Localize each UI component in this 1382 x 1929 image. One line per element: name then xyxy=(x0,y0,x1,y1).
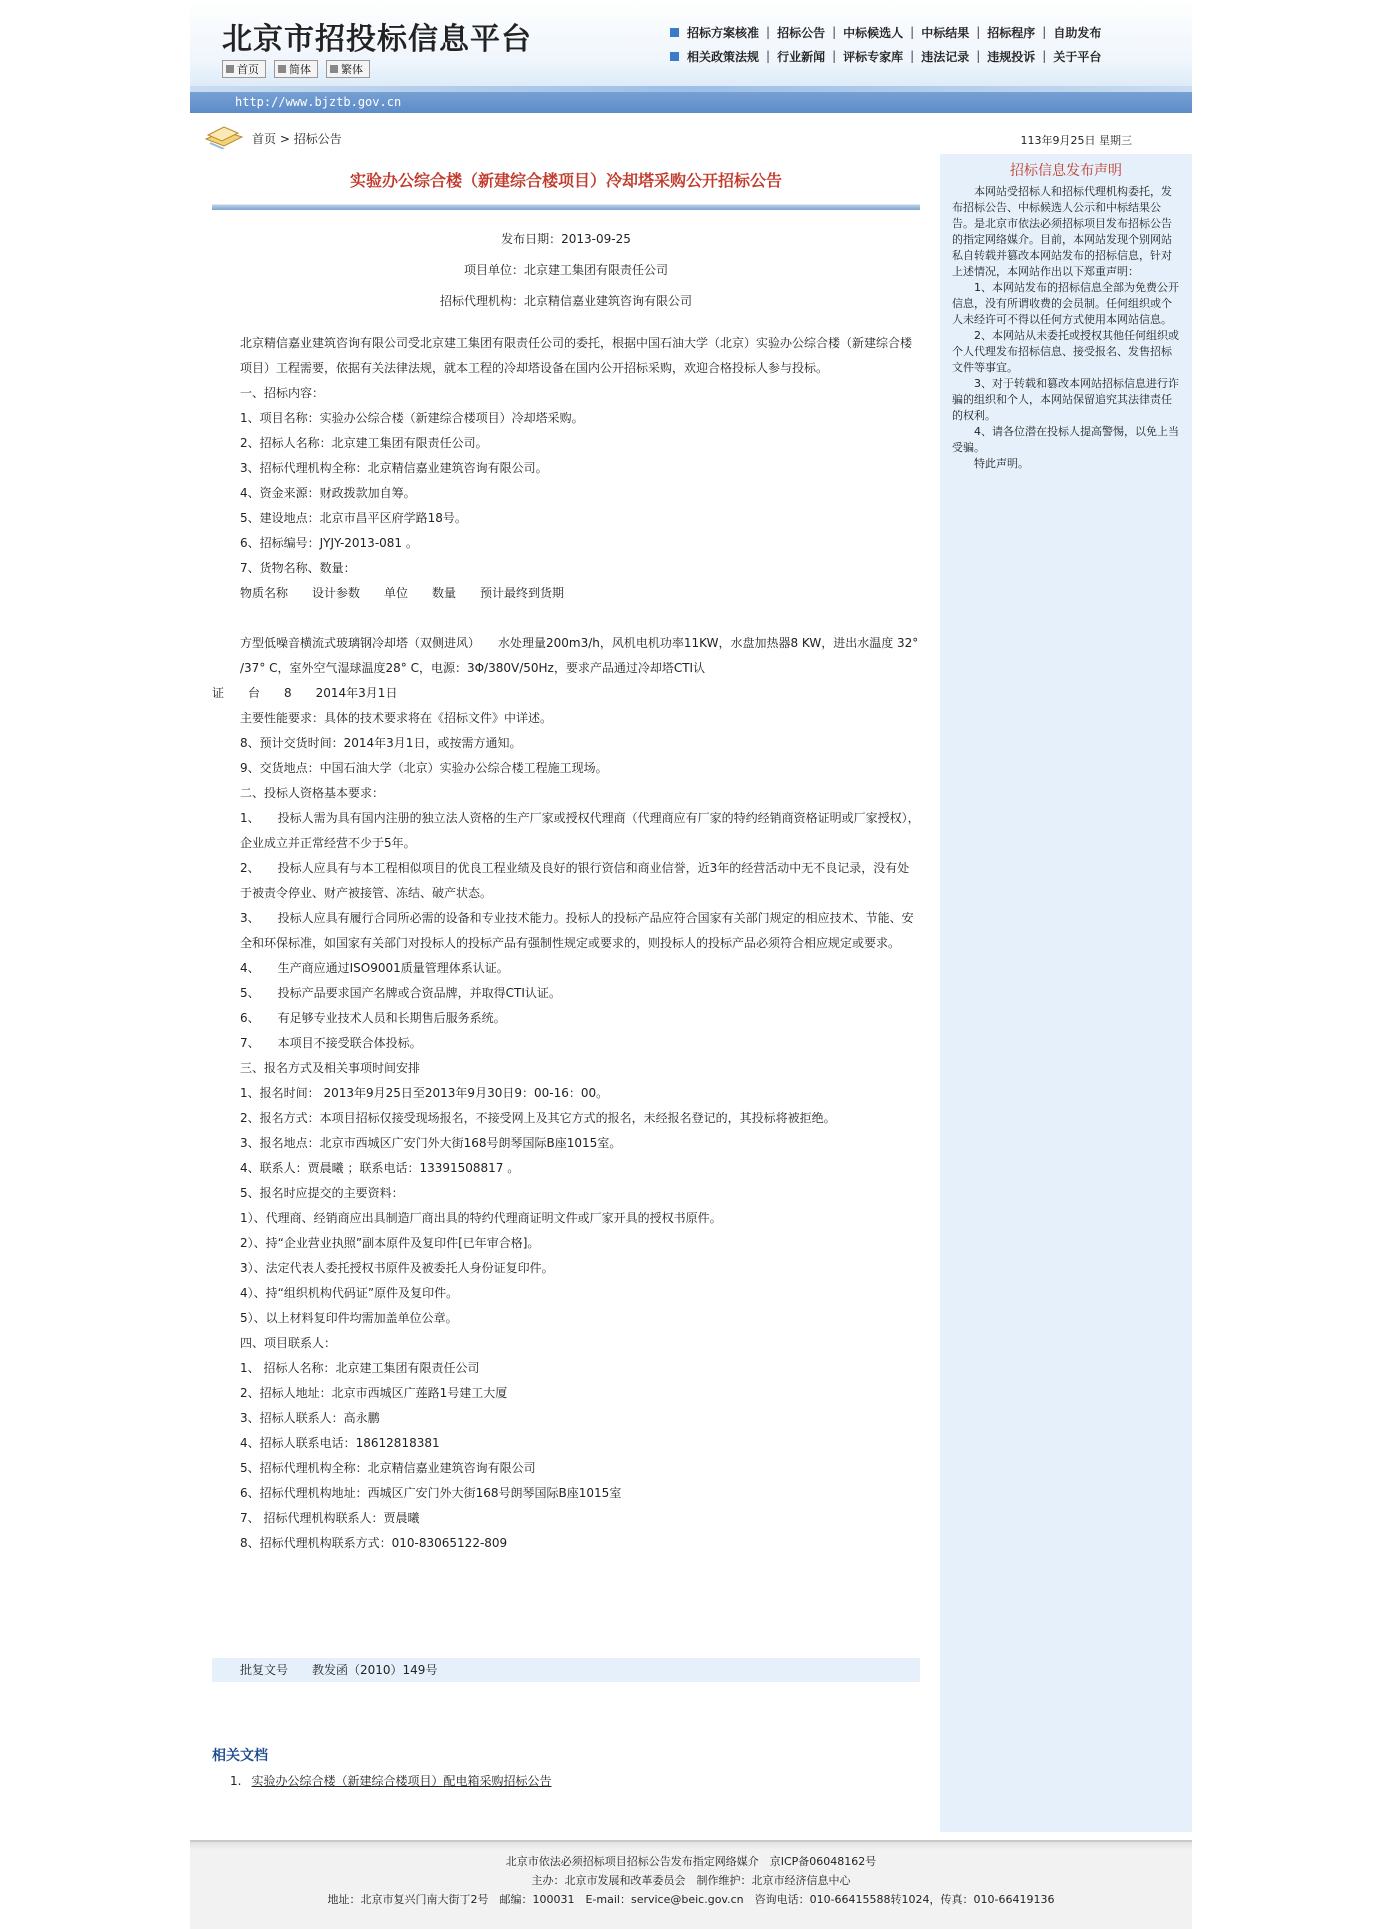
article-line: 7、 招标代理机构联系人：贾晨曦 xyxy=(240,1511,420,1525)
qual-line: 7、 本项目不接受联合体投标。 xyxy=(240,1036,422,1050)
article-line: 5、建设地点：北京市昌平区府学路18号。 xyxy=(240,511,467,525)
footer-line-3: 地址：北京市复兴门南大街丁2号 邮编：100031 E-mail：service@beic.gov.cn 咨询电话：010-66415588转1024，传真：010-66419136 xyxy=(327,1893,1055,1906)
side-panel-heading: 招标信息发布声明 xyxy=(1010,163,1122,179)
qual-line: 2、 投标人应具有与本工程相似项目的优良工程业绩及良好的银行资信和商业信誉，近3年的经营活动中无不良记录，没有处于被责令停业、财产被接管、冻结、破产状态。 xyxy=(240,861,910,900)
page-frame xyxy=(190,0,1192,1927)
current-date: 113年9月25日 星期三 xyxy=(1020,134,1132,147)
article-line: 4）、持“组织机构代码证”原件及复印件。 xyxy=(240,1286,459,1300)
nav-policies[interactable]: 相关政策法规 xyxy=(687,49,760,64)
simplified-icon xyxy=(278,65,286,73)
related-doc-number: 1. xyxy=(230,1774,242,1788)
footer-line-2: 主办：北京市发展和改革委员会 制作维护：北京市经济信息中心 xyxy=(531,1874,851,1887)
article-line: 主要性能要求：具体的技术要求将在《招标文件》中详述。 xyxy=(240,711,553,725)
side-panel xyxy=(940,154,1192,1832)
qual-line: 4、 生产商应通过ISO9001质量管理体系认证。 xyxy=(240,961,509,975)
url-banner xyxy=(190,86,1192,113)
article-line: 4、招标人联系电话：18612818381 xyxy=(240,1436,440,1450)
home-button[interactable]: 首页 xyxy=(222,60,266,78)
traditional-button[interactable]: 繁体 xyxy=(326,60,370,78)
nav-industry-news[interactable]: 行业新闻 xyxy=(777,49,826,64)
bullet-icon xyxy=(670,52,679,61)
article-line: 3、招标代理机构全称：北京精信嘉业建筑咨询有限公司。 xyxy=(240,461,548,475)
title-divider xyxy=(212,204,920,210)
statement-paragraph: 1、本网站发布的招标信息全部为免费公开信息，没有所谓收费的会员制。任何组织或个人未经许可不得以任何方式使用本网站信息。 xyxy=(952,281,1179,326)
nav-complaints[interactable]: 违规投诉 xyxy=(987,49,1036,64)
qual-line: 1、 投标人需为具有国内注册的独立法人资格的生产厂家或授权代理商（代理商应有厂家的特约经销商资格证明或厂家授权），企业成立并正常经营不少于5年。 xyxy=(240,811,920,850)
nav-bid-announcement[interactable]: 招标公告 xyxy=(777,25,826,40)
footer-line-1: 北京市依法必须招标项目招标公告发布指定网络媒介 京ICP备06048162号 xyxy=(505,1855,877,1868)
article-line: 5、报名时应提交的主要资料： xyxy=(240,1186,404,1200)
qual-line: 3、 投标人应具有履行合同所必需的设备和专业技术能力。投标人的投标产品应符合国家有关部门规定的相应技术、节能、安全和环保标准，如国家有关部门对投标人的投标产品有强制性规定或要求的，则投标人的投标产品必须符合相应规定或要求。 xyxy=(240,911,914,950)
statement-paragraph: 3、对于转载和篡改本网站招标信息进行诈骗的组织和个人，本网站保留追究其法律责任的权利。 xyxy=(952,377,1179,422)
goods-row-cont: 证 台 8 2014年3月1日 xyxy=(212,686,398,700)
nav-bid-plan-approval[interactable]: 招标方案核准 xyxy=(687,25,760,40)
language-switcher xyxy=(222,60,370,78)
goods-row: 方型低噪音横流式玻璃钢冷却塔（双侧进风） 水处理量200m3/h，风机电机功率11KW，水盘加热器8 KW，进出水温度 32° /37° C，室外空气湿球温度28° C，电源：3Φ/380V/50Hz，要求产品通过冷却塔CTI认 xyxy=(240,636,919,675)
article-line: 8、招标代理机构联系方式：010-83065122-809 xyxy=(240,1536,508,1550)
article-line: 2、报名方式：本项目招标仅接受现场报名，不接受网上及其它方式的报名，未经报名登记的，其投标将被拒绝。 xyxy=(240,1111,836,1125)
article-line: 6、招标编号：JYJY-2013-081 。 xyxy=(240,536,418,550)
statement-paragraph: 特此声明。 xyxy=(974,457,1029,470)
qual-line: 5、 投标产品要求国产名牌或合资品牌，并取得CTI认证。 xyxy=(240,986,561,1000)
article-line: 4、资金来源：财政拨款加自筹。 xyxy=(240,486,416,500)
article-line: 2、招标人地址：北京市西城区广莲路1号建工大厦 xyxy=(240,1386,508,1400)
related-docs-list xyxy=(230,1772,551,1789)
article-line: 7、货物名称、数量： xyxy=(240,561,356,575)
nav-row-1: 招标方案核准 | 招标公告 | 中标候选人 | 中标结果 | 招标程序 | 自助发布 xyxy=(670,20,1180,44)
article-line: 4、联系人：贾晨曦 ；联系电话：13391508817 。 xyxy=(240,1161,520,1175)
article-line: 1、 招标人名称：北京建工集团有限责任公司 xyxy=(240,1361,480,1375)
article-line: 6、招标代理机构地址：西城区广安门外大街168号朗琴国际B座1015室 xyxy=(240,1486,622,1500)
approval-number: 批复文号 教发函（2010）149号 xyxy=(212,1658,920,1682)
site-footer xyxy=(190,1840,1192,1929)
goods-table-header: 物质名称 设计参数 单位 数量 预计最终到货期 xyxy=(240,586,565,600)
nav-winning-candidates[interactable]: 中标候选人 xyxy=(843,25,904,40)
nav-winning-results[interactable]: 中标结果 xyxy=(921,25,970,40)
article-line: 5、招标代理机构全称：北京精信嘉业建筑咨询有限公司 xyxy=(240,1461,536,1475)
breadcrumb xyxy=(252,130,342,147)
article-line: 2、招标人名称：北京建工集团有限责任公司。 xyxy=(240,436,488,450)
related-docs-heading: 相关文档 xyxy=(212,1748,268,1764)
nav-self-publish[interactable]: 自助发布 xyxy=(1053,25,1102,40)
related-doc-link[interactable]: 实验办公综合楼（新建综合楼项目）配电箱采购招标公告 xyxy=(251,1774,552,1788)
site-logo[interactable]: 北京市招投标信息平台 xyxy=(222,22,532,57)
article-line: 二、投标人资格基本要求： xyxy=(240,786,385,800)
nav-bid-procedure[interactable]: 招标程序 xyxy=(987,25,1036,40)
article-body xyxy=(212,331,920,1556)
article-line: 一、招标内容： xyxy=(240,386,325,400)
nav-violation-records[interactable]: 违法记录 xyxy=(921,49,970,64)
top-navigation xyxy=(670,20,1180,68)
article-line: 1、项目名称：实验办公综合楼（新建综合楼项目）冷却塔采购。 xyxy=(240,411,584,425)
article-intro: 北京精信嘉业建筑咨询有限公司受北京建工集团有限责任公司的委托，根据中国石油大学（北京）实验办公综合楼（新建综合楼项目）工程需要，依据有关法律法规，就本工程的冷却塔设备在国内公开招标采购，欢迎合格投标人参与投标。 xyxy=(240,336,913,375)
article-line: 四、项目联系人： xyxy=(240,1336,337,1350)
traditional-icon xyxy=(330,65,338,73)
article-main xyxy=(212,150,920,1788)
article-line: 8、预计交货时间：2014年3月1日，或按需方通知。 xyxy=(240,736,522,750)
nav-row-2: 相关政策法规 | 行业新闻 | 评标专家库 | 违法记录 | 违规投诉 | 关于平台 xyxy=(670,44,1180,68)
article-line: 5）、以上材料复印件均需加盖单位公章。 xyxy=(240,1311,458,1325)
breadcrumb-home[interactable]: 首页 xyxy=(252,132,277,146)
site-url: http://www.bjztb.gov.cn xyxy=(235,95,402,109)
article-line: 1、报名时间： 2013年9月25日至2013年9月30日9：00-16：00。 xyxy=(240,1086,609,1100)
bid-agency: 招标代理机构：北京精信嘉业建筑咨询有限公司 xyxy=(439,294,692,308)
article-line: 3、招标人联系人：高永鹏 xyxy=(240,1411,380,1425)
nav-expert-pool[interactable]: 评标专家库 xyxy=(843,49,904,64)
article-line: 3）、法定代表人委托授权书原件及被委托人身份证复印件。 xyxy=(240,1261,554,1275)
statement-paragraph: 本网站受招标人和招标代理机构委托，发布招标公告、中标候选人公示和中标结果公告。是北京市依法必须招标项目发布招标公告的指定网络媒介。目前，本网站发现个别网站私自转载并篡改本网站发布的招标信息，针对上述情况，本网站作出以下郑重声明： xyxy=(952,185,1172,278)
breadcrumb-separator: > xyxy=(279,132,290,146)
article-line: 三、报名方式及相关事项时间安排 xyxy=(240,1061,421,1075)
site-header xyxy=(190,0,1192,90)
books-icon xyxy=(204,123,244,149)
article-line: 2）、持“企业营业执照”副本原件及复印件[已年审合格]。 xyxy=(240,1236,540,1250)
side-panel-body xyxy=(940,184,1192,472)
article-line: 1）、代理商、经销商应出具制造厂商出具的特约代理商证明文件或厂家开具的授权书原件。 xyxy=(240,1211,722,1225)
statement-paragraph: 2、本网站从未委托或授权其他任何组织或个人代理发布招标信息、接受报名、发售招标文件等事宜。 xyxy=(952,329,1179,374)
nav-about[interactable]: 关于平台 xyxy=(1053,49,1102,64)
statement-paragraph: 4、请各位潜在投标人提高警惕，以免上当受骗。 xyxy=(952,425,1179,454)
bullet-icon xyxy=(670,28,679,37)
simplified-button[interactable]: 简体 xyxy=(274,60,318,78)
home-icon xyxy=(226,65,234,73)
breadcrumb-current[interactable]: 招标公告 xyxy=(293,132,342,146)
project-unit: 项目单位：北京建工集团有限责任公司 xyxy=(463,263,668,277)
article-line: 9、交货地点：中国石油大学（北京）实验办公综合楼工程施工现场。 xyxy=(240,761,608,775)
breadcrumb-row xyxy=(190,120,1192,150)
publish-date: 发布日期：2013-09-25 xyxy=(501,232,631,246)
article-title: 实验办公综合楼（新建综合楼项目）冷却塔采购公开招标公告 xyxy=(349,171,782,190)
article-line: 3、报名地点：北京市西城区广安门外大街168号朗琴国际B座1015室。 xyxy=(240,1136,622,1150)
qual-line: 6、 有足够专业技术人员和长期售后服务系统。 xyxy=(240,1011,506,1025)
